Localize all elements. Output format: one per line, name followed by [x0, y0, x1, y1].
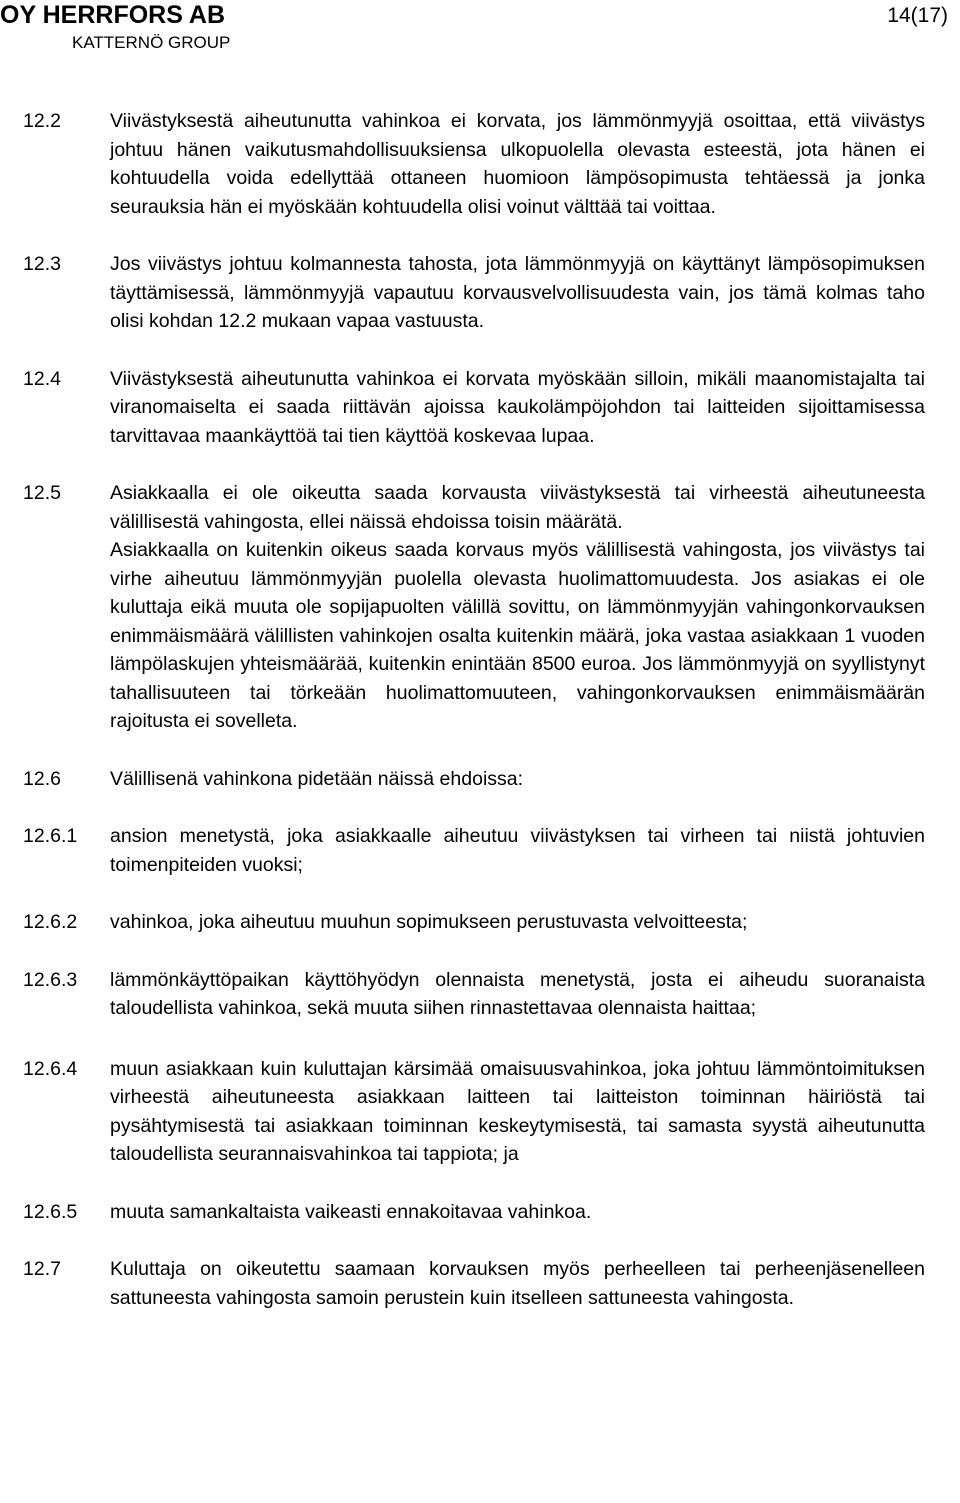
section-paragraph: ansion menetystä, joka asiakkaalle aiheutuu viivästyksen tai virheen tai niistä johtuvien toimenpiteiden vuoksi;	[110, 825, 925, 876]
section-text	[110, 966, 925, 1023]
section-12-2	[23, 107, 925, 221]
section-paragraph: Asiakkaalla on kuitenkin oikeus saada korvaus myös välillisestä vahingosta, jos viivästys tai virhe aiheutuu lämmönmyyjän puolella olevasta huolimattomuudesta. Jos asiakas ei ole kuluttaja eikä muuta ole sopijapuolten välillä sovittu, on lämmönmyyjän vahingonkorvauksen enimmäismäärä välillisten vahinkojen osalta kuitenkin määrä, joka vastaa asiakkaan 1 vuoden lämpölaskujen yhteismäärää, kuitenkin enintään 8500 euroa. Jos lämmönmyyjä on syyllistynyt tahallisuuteen tai törkeään huolimattomuuteen, vahingonkorvauksen enimmäismäärän rajoitusta ei sovelleta.	[110, 539, 925, 732]
section-text	[110, 1255, 925, 1312]
section-12-6	[23, 765, 925, 794]
section-12-6-2	[23, 908, 925, 937]
section-number: 12.2	[23, 110, 61, 132]
section-12-5	[23, 479, 925, 736]
company-name: OY HERRFORS AB	[0, 1, 226, 29]
section-text	[110, 107, 925, 221]
section-number: 12.6.1	[23, 825, 78, 847]
section-paragraph: Välillisenä vahinkona pidetään näissä ehdoissa:	[110, 767, 524, 790]
section-paragraph: Kuluttaja on oikeutettu saamaan korvauksen myös perheelleen tai perheenjäsenelleen sattuneesta vahingosta samoin perustein kuin itselleen sattuneesta vahingosta.	[110, 1258, 925, 1309]
section-12-6-3	[23, 966, 925, 1023]
section-text	[110, 765, 925, 794]
section-text	[110, 908, 925, 937]
section-12-7	[23, 1255, 925, 1312]
section-text	[110, 365, 925, 451]
section-number: 12.6.4	[23, 1057, 78, 1080]
section-text	[110, 1055, 925, 1169]
section-paragraph: lämmönkäyttöpaikan käyttöhyödyn olennaista menetystä, josta ei aiheudu suoranaista taloudellista vahinkoa, sekä muuta siihen rinnastettavaa olennaista haittaa;	[110, 968, 925, 1019]
section-text	[110, 479, 925, 736]
document-body	[23, 107, 925, 1312]
section-paragraph: Viivästyksestä aiheutunutta vahinkoa ei korvata myöskään silloin, mikäli maanomistajalta tai viranomaiselta ei saada riittävän ajoissa kaukolämpöjohdon tai laitteiden sijoittamisessa tarvittavaa maankäyttöä tai tien käyttöä koskevaa lupaa.	[110, 367, 925, 447]
page-header	[0, 0, 960, 60]
section-paragraph: Asiakkaalla ei ole oikeutta saada korvausta viivästyksestä tai virheestä aiheutuneesta välillisestä vahingosta, ellei näissä ehdoissa toisin määrätä.	[110, 482, 925, 533]
section-paragraph: muun asiakkaan kuin kuluttajan kärsimää omaisuusvahinkoa, joka johtuu lämmöntoimituksen virheestä aiheutuneesta asiakkaan laitteen tai laitteiston toiminnan häiriöstä tai pysähtymisestä tai asiakkaan toiminnan keskeytymisestä, tai samasta syystä aiheutunutta taloudellista seurannaisvahinkoa tai tappiota; ja	[110, 1057, 925, 1165]
section-number: 12.6.2	[23, 911, 78, 933]
section-paragraph: Viivästyksestä aiheutunutta vahinkoa ei korvata, jos lämmönmyyjä osoittaa, että viivästys johtuu hänen vaikutusmahdollisuuksiensa ulkopuolella olevasta esteestä, jota hänen ei kohtuudella voida edellyttää ottaneen huomioon lämpösopimusta tehtäessä ja jonka seurauksia hän ei myöskään kohtuudella olisi voinut välttää tai voittaa.	[110, 110, 925, 218]
section-number: 12.6.3	[23, 968, 78, 991]
section-text	[110, 1198, 925, 1227]
section-12-6-5	[23, 1198, 925, 1227]
section-text	[110, 822, 925, 879]
section-12-4	[23, 365, 925, 451]
section-paragraph: Jos viivästys johtuu kolmannesta tahosta, jota lämmönmyyjä on käyttänyt lämpösopimuksen täyttämisessä, lämmönmyyjä vapautuu korvausvelvollisuudesta vain, jos tämä kolmas taho olisi kohdan 12.2 mukaan vapaa vastuusta.	[110, 253, 925, 332]
section-12-6-1	[23, 822, 925, 879]
page-number: 14(17)	[887, 4, 948, 27]
section-number: 12.7	[23, 1258, 61, 1280]
company-group: KATTERNÖ GROUP	[72, 33, 231, 52]
section-text	[110, 250, 925, 336]
section-paragraph: vahinkoa, joka aiheutuu muuhun sopimukseen perustuvasta velvoitteesta;	[110, 911, 748, 933]
section-number: 12.4	[23, 367, 61, 390]
section-number: 12.6	[23, 767, 61, 790]
section-number: 12.5	[23, 482, 61, 504]
section-12-3	[23, 250, 925, 336]
section-12-6-4	[23, 1055, 925, 1169]
section-number: 12.3	[23, 253, 61, 275]
section-paragraph: muuta samankaltaista vaikeasti ennakoitavaa vahinkoa.	[110, 1200, 592, 1223]
section-number: 12.6.5	[23, 1200, 78, 1223]
